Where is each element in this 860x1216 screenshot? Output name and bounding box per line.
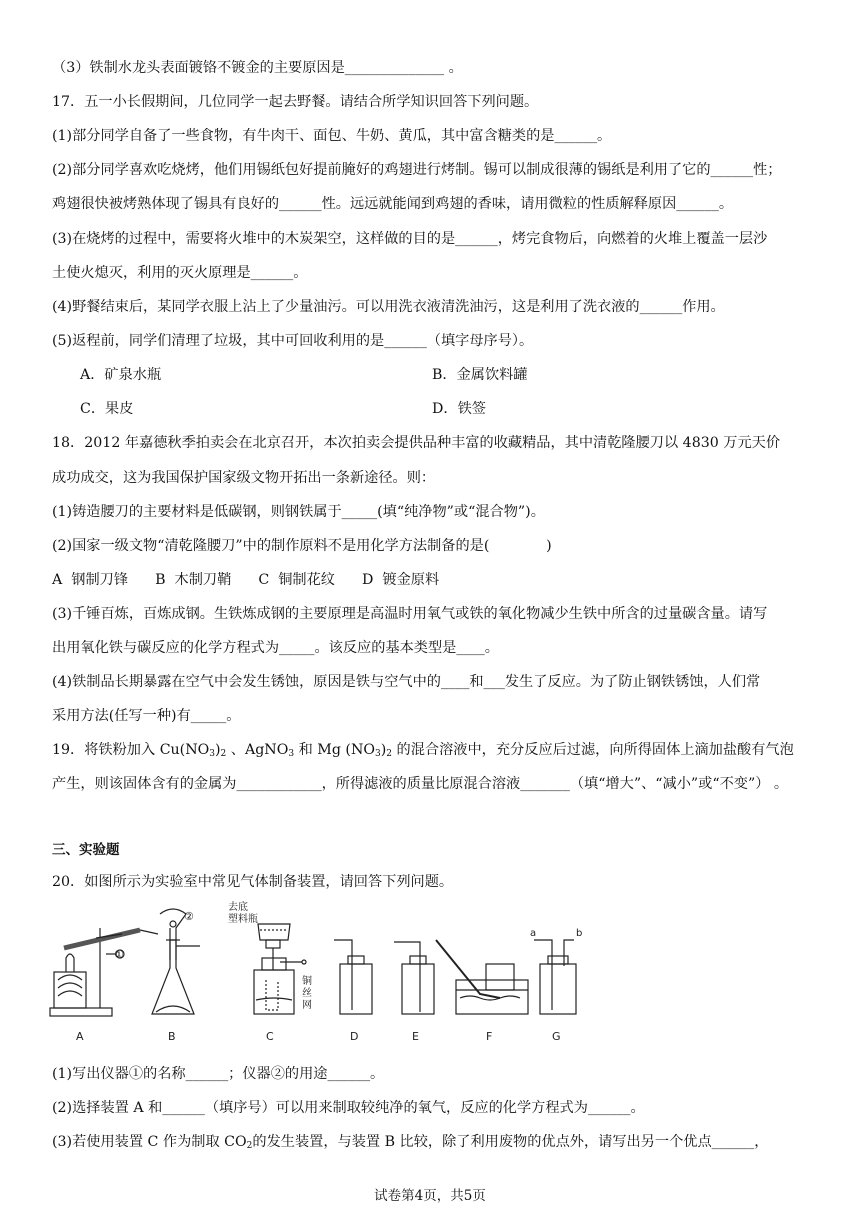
label-f: F bbox=[486, 1030, 493, 1043]
line-q16-3: （3）铁制水龙头表面镀铬不镀金的主要原因是______________ 。 bbox=[52, 60, 463, 76]
line-q17-3a: (3)在烧烤的过程中，需要将火堆中的木炭架空，这样做的目的是______，烤完食物后，向燃着的火堆上覆盖一层沙 bbox=[52, 231, 768, 247]
c-label-side-3: 网 bbox=[302, 1000, 312, 1011]
c-label-side-2: 丝 bbox=[302, 988, 312, 999]
line-q17-3b: 土使火熄灭，利用的灭火原理是______。 bbox=[52, 265, 308, 281]
label-a: A bbox=[76, 1030, 84, 1043]
line-q20-1: (1)写出仪器①的名称______；仪器②的用途______。 bbox=[52, 1066, 385, 1082]
line-q20: 20．如图所示为实验室中常见气体制备装置，请回答下列问题。 bbox=[52, 874, 454, 890]
circle-label-1: ① bbox=[114, 948, 124, 961]
option-row-2 bbox=[80, 399, 486, 419]
line-q19b: 产生，则该固体含有的金属为____________，所得滤液的质量比原混合溶液_______（填“增大”、“减小”或“不变”） 。 bbox=[52, 776, 789, 792]
label-b: B bbox=[168, 1030, 176, 1043]
line-q17: 17．五一小长假期间，几位同学一起去野餐。请结合所学知识回答下列问题。 bbox=[52, 94, 539, 110]
circle-label-2: ② bbox=[184, 910, 194, 923]
option-d: D．铁签 bbox=[432, 401, 486, 417]
line-q18-2: (2)国家一级文物“清乾隆腰刀”中的制作原料不是用化学方法制备的是( ) bbox=[52, 538, 552, 554]
c-label-top1: 去底 bbox=[228, 902, 248, 913]
c-label-side-1: 铜 bbox=[302, 976, 312, 987]
line-q18a: 18．2012 年嘉德秋季拍卖会在北京召开，本次拍卖会提供品种丰富的收藏精品，其中清乾隆腰刀以 4830 万元天价 bbox=[52, 435, 781, 451]
line-q18-2-options: A 钢制刀锋 B 木制刀鞘 C 铜制花纹 D 镀金原料 bbox=[52, 572, 440, 588]
page-footer: 试卷第4页，共5页 bbox=[374, 1188, 486, 1204]
line-q20-2: (2)选择装置 A 和______（填序号）可以用来制取较纯净的氧气，反应的化学方程式为______。 bbox=[52, 1100, 645, 1116]
line-q20-3: (3)若使用装置 C 作为制取 $CO_2$的发生装置，与装置 B 比较，除了利用废物的优点外，请写出另一个优点______， bbox=[52, 1134, 769, 1151]
g-label-a: a bbox=[530, 928, 537, 939]
line-q19a: 19．将铁粉加入 $Cu(NO_3)_2$ 、AgNO$_3$ 和 Mg $(NO_3)_2$ 的混合溶液中，充分反应后过滤，向所得固体上滴加盐酸有气泡 bbox=[52, 742, 794, 759]
line-q17-2b: 鸡翅很快被烤熟体现了锡具有良好的______性。远远就能闻到鸡翅的香味，请用微粒的性质解释原因______。 bbox=[52, 196, 734, 212]
line-q18b: 成功成交，这为我国保护国家级文物开拓出一条新途径。则： bbox=[52, 470, 436, 486]
line-q18-3b: 出用氧化铁与碳反应的化学方程式为_____。该反应的基本类型是____。 bbox=[52, 640, 499, 656]
option-a: A．矿泉水瓶 bbox=[80, 367, 162, 383]
label-d: D bbox=[350, 1030, 359, 1043]
label-e: E bbox=[412, 1030, 419, 1043]
line-q17-1: (1)部分同学自备了一些食物，有牛肉干、面包、牛奶、黄瓜，其中富含糖类的是______。 bbox=[52, 128, 612, 144]
c-label-top2: 塑料瓶 bbox=[228, 914, 258, 925]
line-q18-1: (1)铸造腰刀的主要材料是低碳钢，则钢铁属于_____(填“纯净物”或“混合物”)。 bbox=[52, 504, 545, 520]
line-q17-4: (4)野餐结束后，某同学衣服上沾上了少量油污。可以用洗衣液清洗油污，这是利用了洗衣液的______作用。 bbox=[52, 299, 725, 315]
section-heading: 三、实验题 bbox=[52, 842, 120, 858]
line-q18-4b: 采用方法(任写一种)有_____。 bbox=[52, 708, 241, 724]
line-q18-4a: (4)铁制品长期暴露在空气中会发生锈蚀，原因是铁与空气中的____和___发生了反应。为了防止钢铁锈蚀，人们常 bbox=[52, 674, 761, 690]
label-g: G bbox=[552, 1030, 561, 1043]
line-q17-2a: (2)部分同学喜欢吃烧烤，他们用锡纸包好提前腌好的鸡翅进行烤制。锡可以制成很薄的锡纸是利用了它的______性； bbox=[52, 162, 782, 178]
option-b: B．金属饮料罐 bbox=[432, 367, 528, 383]
g-label-b: b bbox=[576, 928, 583, 939]
apparatus-figure bbox=[40, 900, 583, 1050]
label-c: C bbox=[266, 1030, 274, 1043]
option-c: C．果皮 bbox=[80, 401, 134, 417]
line-q17-5: (5)返程前，同学们清理了垃圾，其中可回收利用的是______（填字母序号）。 bbox=[52, 333, 534, 349]
line-q18-3a: (3)千锤百炼，百炼成钢。生铁炼成钢的主要原理是高温时用氧气或铁的氧化物减少生铁中所含的过量碳含量。请写 bbox=[52, 606, 768, 622]
option-row-1 bbox=[80, 365, 528, 385]
